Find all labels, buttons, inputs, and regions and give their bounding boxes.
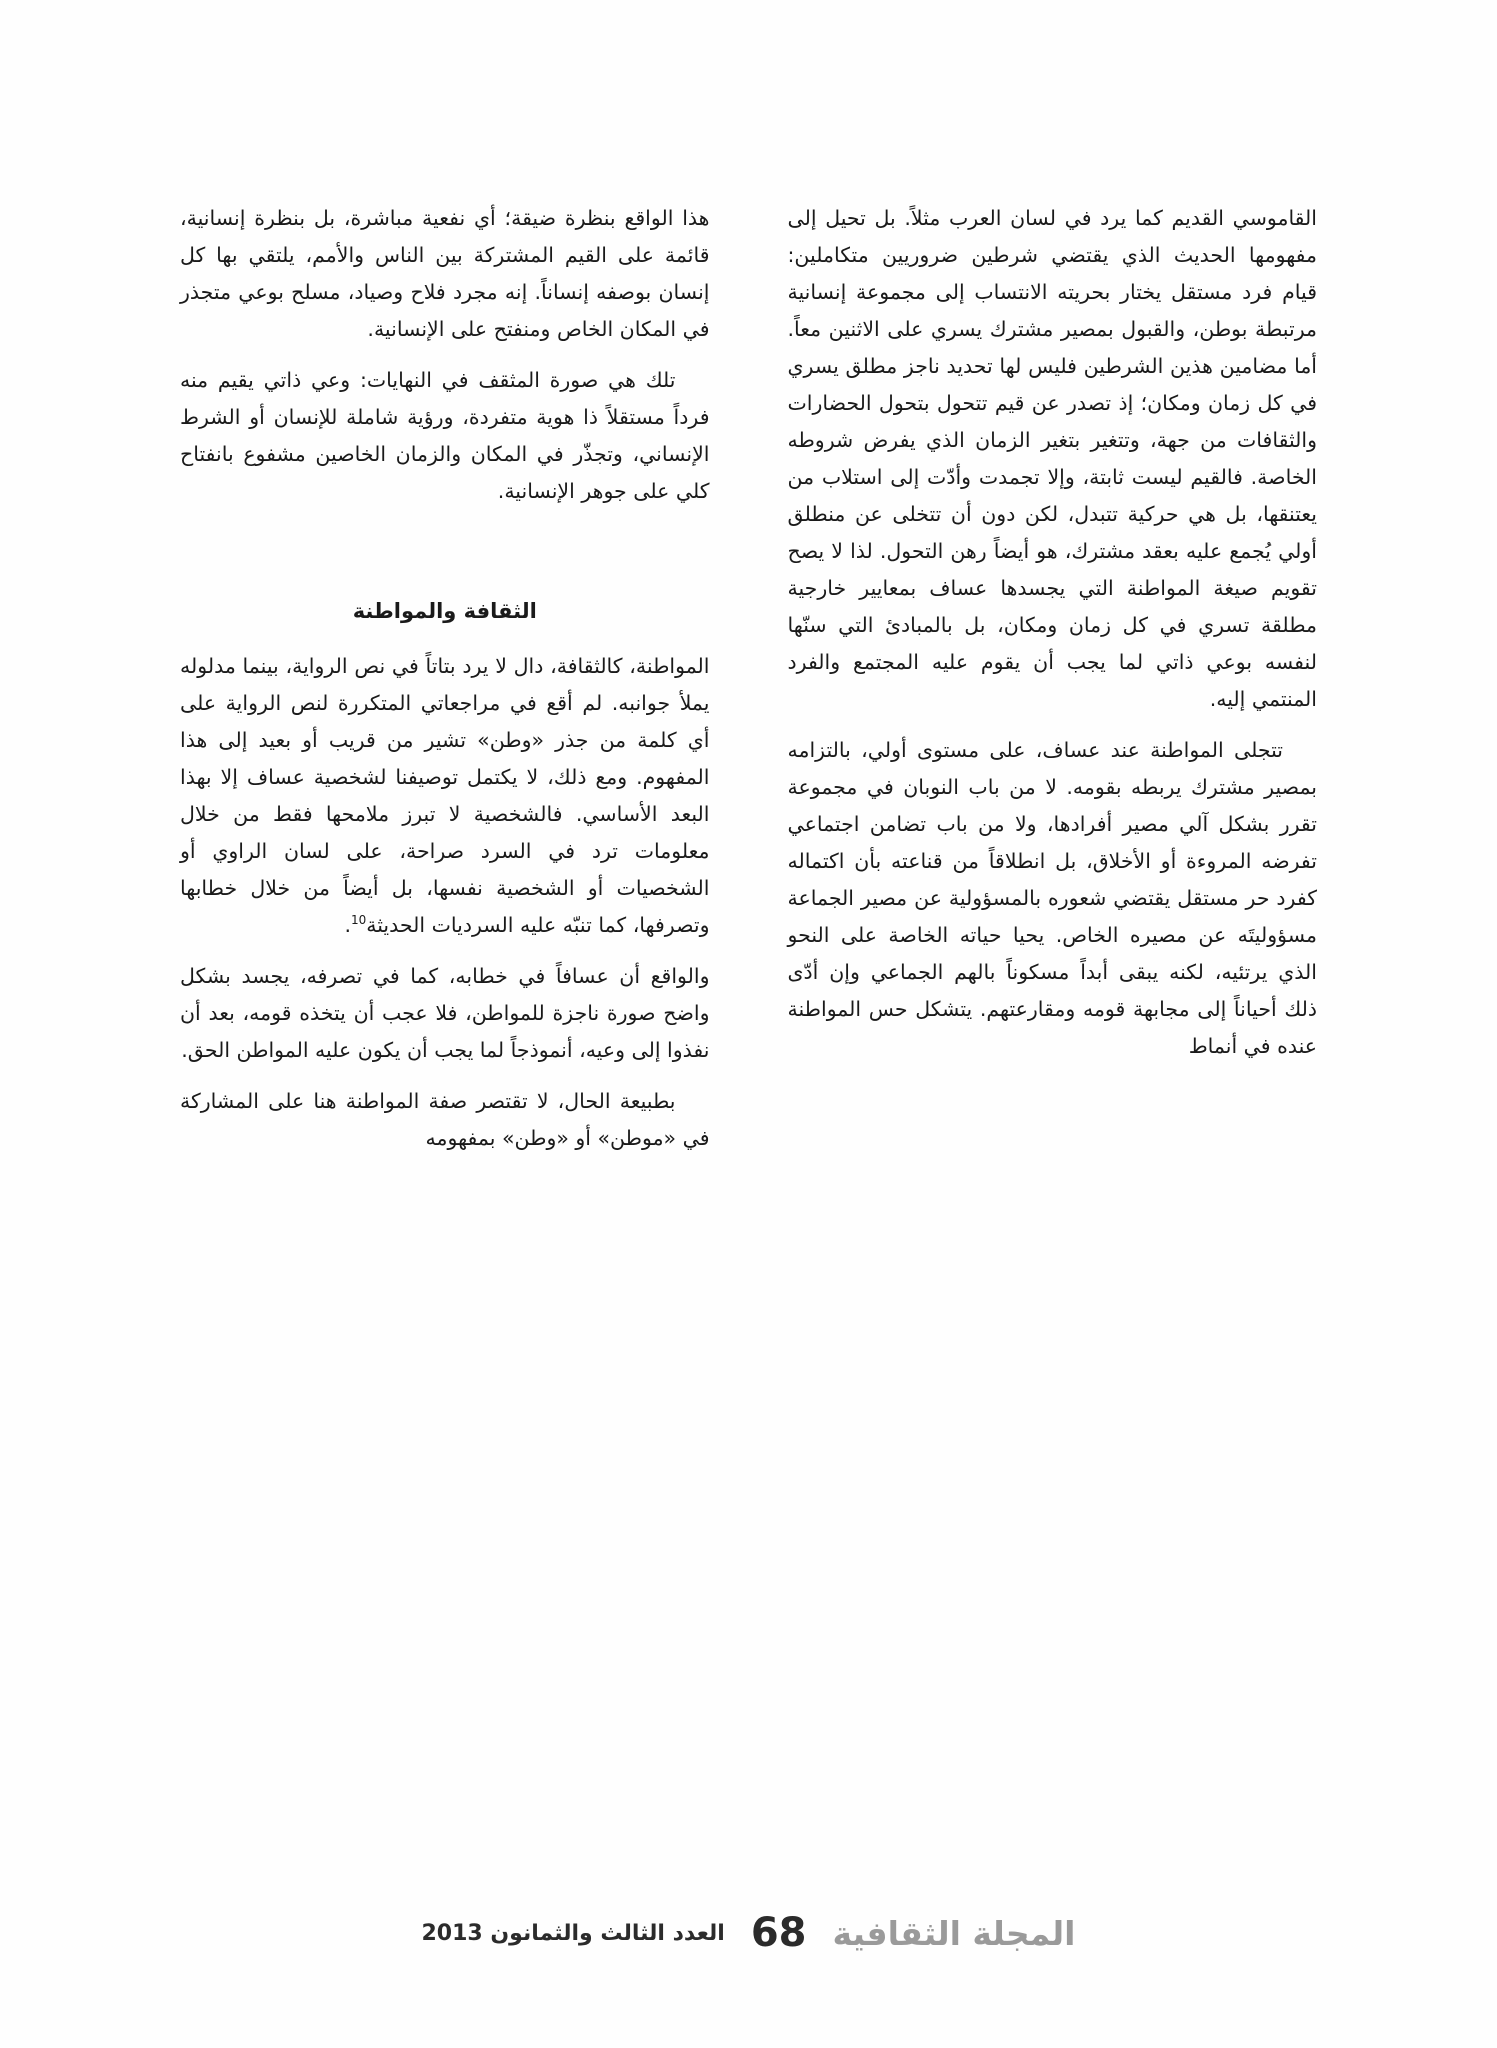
column-left xyxy=(180,200,710,1858)
paragraph-text: المواطنة، كالثقافة، دال لا يرد بتاتاً في نص الرواية، بينما مدلوله يملأ جوانبه. لم أقع في مراجعاتي المتكررة لنص الرواية على أي كلمة من جذر «وطن» تشير من قريب أو بعيد إلى هذا المفهوم. ومع ذلك، لا يكتمل توصيفنا لشخصية عساف إلا بهذا البعد الأساسي. فالشخصية لا تبرز ملامحها فقط من خلال معلومات ترد في السرد صراحة، على لسان الراوي أو الشخصيات أو الشخصية نفسها، بل أيضاً من خلال خطابها وتصرفها، كما تنبّه عليه السرديات الحديثة xyxy=(180,654,710,937)
page-content xyxy=(180,200,1317,1858)
paragraph: بطبيعة الحال، لا تقتصر صفة المواطنة هنا على المشاركة في «موطن» أو «وطن» بمفهومه xyxy=(180,1089,710,1150)
section-heading: الثقافة والمواطنة xyxy=(352,599,537,623)
page-footer xyxy=(0,1910,1497,1956)
paragraph: والواقع أن عسافاً في خطابه، كما في تصرفه، يجسد بشكل واضح صورة ناجزة للمواطن، فلا عجب أن يتخذه قومه، بعد أن نفذوا إلى وعيه، أنموذجاً لما يجب أن يكون عليه المواطن الحق. xyxy=(180,964,710,1062)
footnote-marker: 10 xyxy=(350,913,367,928)
footer-issue-text: العدد الثالث والثمانون 2013 xyxy=(421,1920,725,1946)
paragraph: المواطنة، كالثقافة، دال لا يرد بتاتاً في نص الرواية، بينما مدلوله يملأ جوانبه. لم أقع في مراجعاتي المتكررة لنص الرواية على أي كلمة من جذر «وطن» تشير من قريب أو بعيد إلى هذا المفهوم. ومع ذلك، لا يكتمل توصيفنا لشخصية عساف إلا بهذا البعد الأساسي. فالشخصية لا تبرز ملامحها فقط من خلال معلومات ترد في السرد صراحة، على لسان الراوي أو الشخصيات أو الشخصية نفسها، بل أيضاً من خلال خطابها وتصرفها، كما تنبّه عليه السرديات الحديثة$^{10}$. xyxy=(180,654,710,937)
paragraph: تلك هي صورة المثقف في النهايات: وعي ذاتي يقيم منه فرداً مستقلاً ذا هوية متفردة، ورؤية شاملة للإنسان أو الشرط الإنساني، وتجذّر في المكان والزمان الخاصين مشفوع بانفتاح كلي على جوهر الإنسانية. xyxy=(180,368,710,503)
section-spacer xyxy=(180,524,710,550)
paragraph: هذا الواقع بنظرة ضيقة؛ أي نفعية مباشرة، بل بنظرة إنسانية، قائمة على القيم المشتركة بين الناس والأمم، يلتقي بها كل إنسان بوصفه إنساناً. إنه مجرد فلاح وصياد، مسلح بوعي متجذر في المكان الخاص ومنفتح على الإنسانية. xyxy=(180,206,710,341)
column-right xyxy=(788,200,1318,1858)
footer-magazine-name: المجلة الثقافية xyxy=(832,1913,1076,1953)
paragraph: القاموسي القديم كما يرد في لسان العرب مثلاً. بل تحيل إلى مفهومها الحديث الذي يقتضي شرطين ضروريين متكاملين: قيام فرد مستقل يختار بحريته الانتساب إلى مجموعة إنسانية مرتبطة بوطن، والقبول بمصير مشترك يسري على الاثنين معاً. أما مضامين هذين الشرطين فليس لها تحديد ناجز مطلق يسري في كل زمان ومكان؛ إذ تصدر عن قيم تتحول بتحول الحضارات والثقافات من جهة، وتتغير بتغير الزمان الذي يفرض شروطه الخاصة. فالقيم ليست ثابتة، وإلا تجمدت وأدّت إلى استلاب من يعتنقها، بل هي حركية تتبدل، لكن دون أن تتخلى عن منطلق أولي يُجمع عليه بعقد مشترك، هو أيضاً رهن التحول. لذا لا يصح تقويم صيغة المواطنة التي يجسدها عساف بمعايير خارجية مطلقة تسري في كل زمان ومكان، بل بالمبادئ التي سنّها لنفسه بوعي ذاتي لما يجب أن يقوم عليه المجتمع والفرد المنتمي إليه. xyxy=(787,206,1317,711)
paragraph: تتجلى المواطنة عند عساف، على مستوى أولي، بالتزامه بمصير مشترك يربطه بقومه. لا من باب النوبان في مجموعة تقرر بشكل آلي مصير أفرادها، ولا من باب تضامن اجتماعي تفرضه المروءة أو الأخلاق، بل انطلاقاً من قناعته بأن اكتماله كفرد حر مستقل يقتضي شعوره بالمسؤولية عن مصير الجماعة مسؤوليتَه عن مصيره الخاص. يحيا حياته الخاصة على النحو الذي يرتئيه، لكنه يبقى أبداً مسكوناً بالهم الجماعي وإن أدّى ذلك أحياناً إلى مجابهة قومه ومقارعتهم. يتشكل حس المواطنة عنده في أنماط xyxy=(787,738,1317,1058)
footer-page-number: 68 xyxy=(750,1910,807,1956)
